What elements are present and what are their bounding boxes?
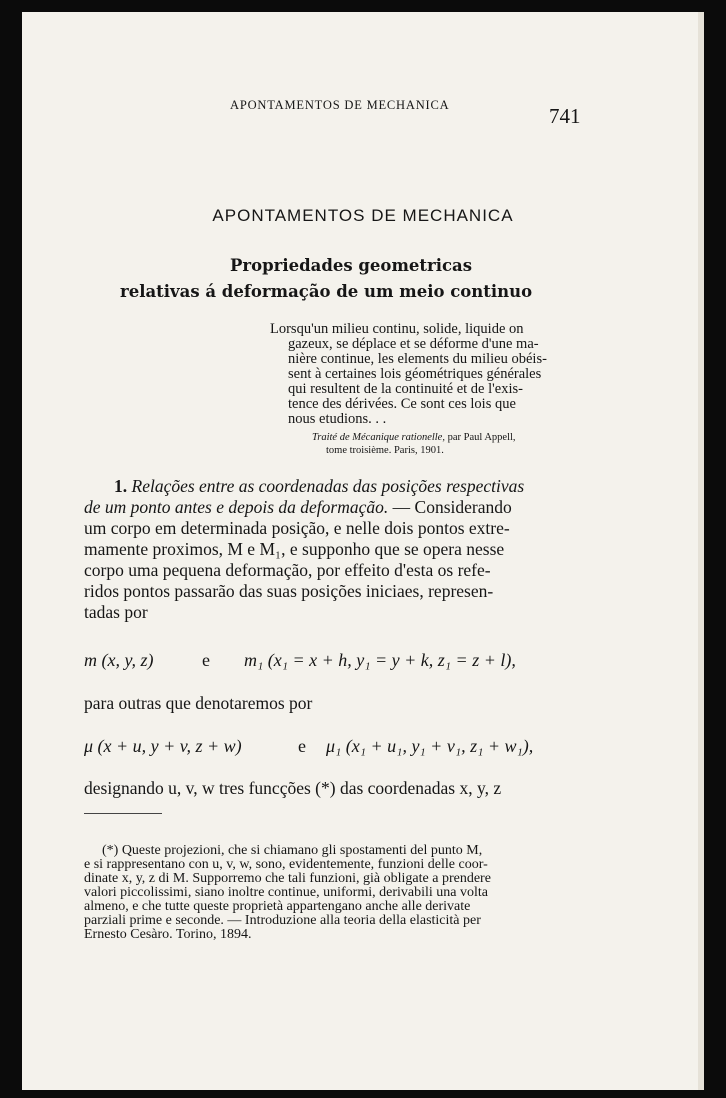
footnote-line: parziali prime e seconde. — Introduzione alla teoria della elasticità per xyxy=(84,913,481,928)
footnote-line: e si rappresentano con u, v, w, sono, evidentemente, funzioni delle coor- xyxy=(84,857,488,872)
body-line: para outras que denotaremos por xyxy=(84,693,313,713)
section-heading-line-1: Relações entre as coordenadas das posições respectivas xyxy=(127,476,525,496)
footnote-line: almeno, e che tutte queste proprietà appartengano anche alle derivate xyxy=(84,899,471,914)
footnote-line: Ernesto Cesàro. Torino, 1894. xyxy=(84,927,252,942)
body-line: mamente proximos, M e M₁, e supponho que se opera nesse xyxy=(84,539,505,559)
epigraph-source xyxy=(312,432,516,443)
body-line: tadas por xyxy=(84,602,148,622)
body-line: designando u, v, w tres funcções (*) das coordenadas x, y, z xyxy=(84,778,502,798)
body-line: — Considerando xyxy=(388,497,512,517)
epigraph-source-line-2: tome troisième. Paris, 1901. xyxy=(326,445,444,456)
equation-1-left-text: m (x, y, z) xyxy=(84,650,154,670)
section-number: 1. xyxy=(114,476,128,496)
body-line: corpo uma pequena deformação, por effeito d'esta os refe- xyxy=(84,560,491,580)
section-heading xyxy=(114,476,524,497)
book-page xyxy=(22,12,704,1090)
page-edge xyxy=(698,12,704,1090)
article-subtitle-line-2: relativas á deformação de um meio continuo xyxy=(120,282,533,301)
equation-2-left-text: μ (x + u, y + v, z + w) xyxy=(84,736,242,756)
equation-1-right xyxy=(244,650,516,671)
equation-1-left xyxy=(84,650,153,671)
epigraph-line: gazeux, se déplace et se déforme d'une ma- xyxy=(288,336,539,352)
footnote-line: (*) Queste projezioni, che si chiamano gli spostamenti del punto M, xyxy=(102,843,483,858)
equation-1-conjunction: e xyxy=(202,650,210,670)
epigraph-line: nière continue, les elements du milieu obéis- xyxy=(288,351,547,367)
equation-2-right-text: μ₁ (x₁ + u₁, y₁ + v₁, z₁ + w₁), xyxy=(326,736,534,756)
section-heading-line-2: de um ponto antes e depois da deformação. xyxy=(84,497,389,517)
epigraph-source-title: Traité de Mécanique rationelle, xyxy=(312,432,445,443)
epigraph-line: nous etudions. . . xyxy=(288,411,387,427)
article-subtitle-line-1: Propriedades geometricas xyxy=(230,256,473,275)
equation-2-right xyxy=(326,736,533,757)
footnote-line: valori piccolissimi, siano inoltre continue, uniformi, derivabili una volta xyxy=(84,885,488,900)
article-title: APONTAMENTOS DE MECHANICA xyxy=(212,206,514,225)
page-number: 741 xyxy=(549,104,581,128)
body-line: um corpo em determinada posição, e nelle dois pontos extre- xyxy=(84,518,510,538)
epigraph-source-author: par Paul Appell, xyxy=(444,432,516,443)
epigraph-line: qui resultent de la continuité et de l'exis- xyxy=(288,381,523,397)
equation-2-left xyxy=(84,736,242,757)
epigraph-line: Lorsqu'un milieu continu, solide, liquide on xyxy=(270,321,524,337)
footnote-line: dinate x, y, z di M. Supporremo che tali funzioni, già obligate a prendere xyxy=(84,871,491,886)
equation-2-conjunction: e xyxy=(298,736,306,756)
footnote-divider xyxy=(84,813,162,814)
epigraph-line: tence des dérivées. Ce sont ces lois que xyxy=(288,396,516,412)
section-heading-2 xyxy=(84,497,512,518)
equation-1-right-text: m₁ (x₁ = x + h, y₁ = y + k, z₁ = z + l), xyxy=(244,650,516,670)
epigraph-line: sent à certaines lois géométriques générales xyxy=(288,366,542,382)
body-line: ridos pontos passarão das suas posições iniciaes, represen- xyxy=(84,581,494,601)
running-head: APONTAMENTOS DE MECHANICA xyxy=(230,98,450,112)
